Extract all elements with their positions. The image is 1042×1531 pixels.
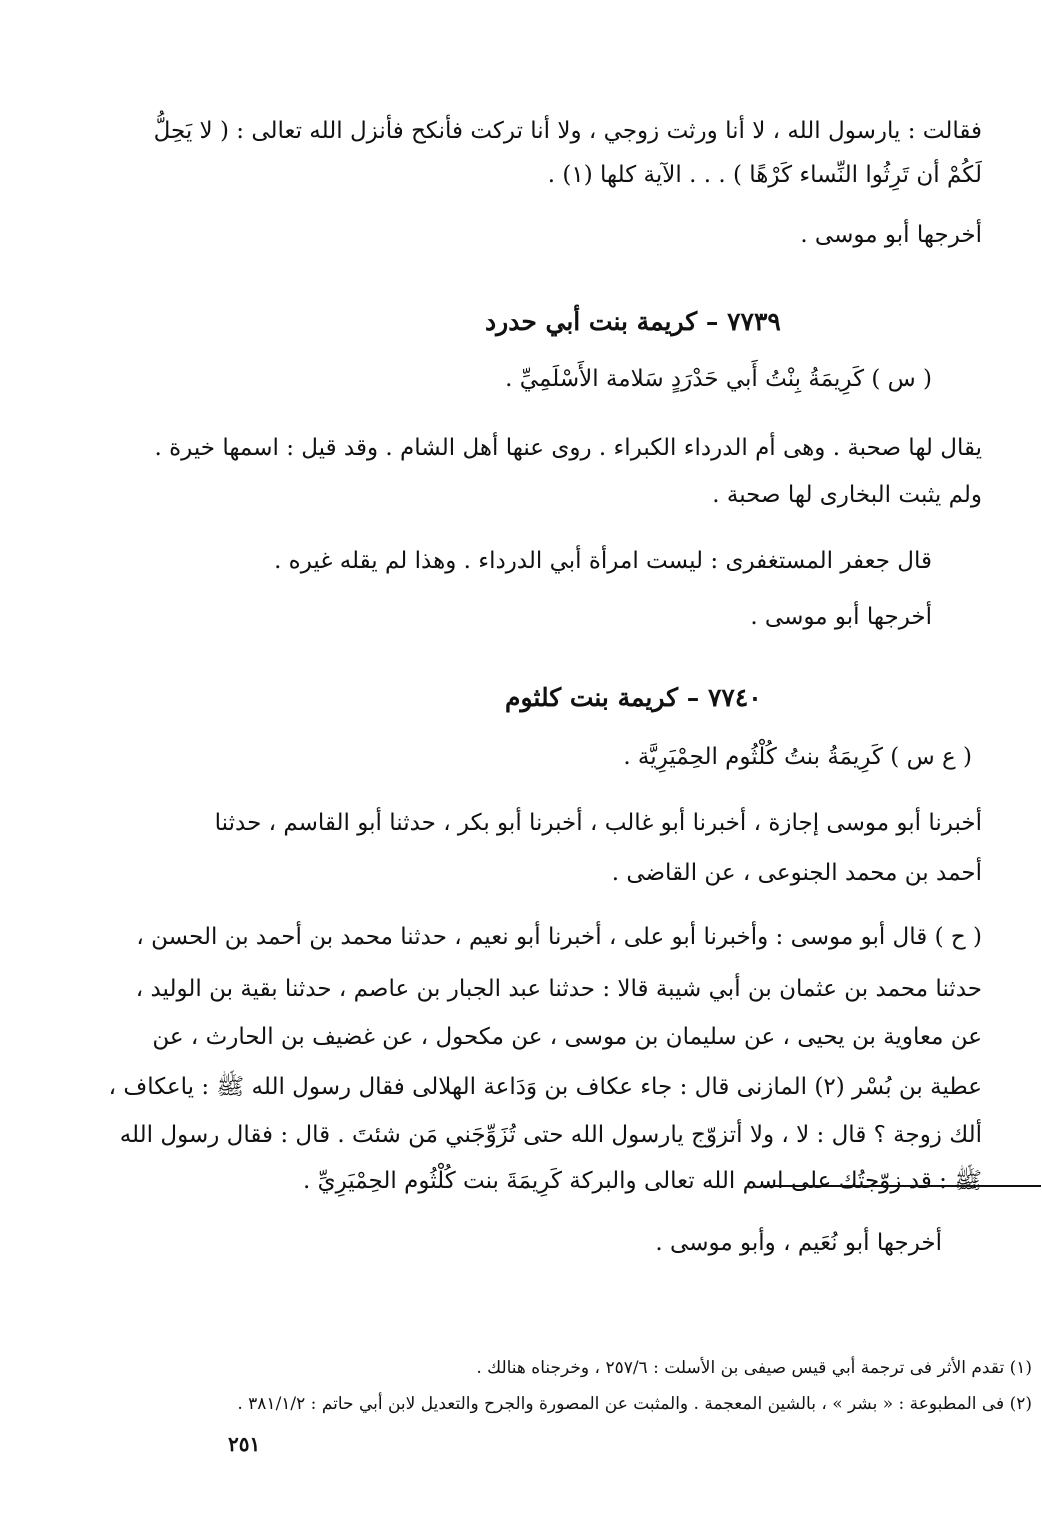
entry-7740-line-1: أخبرنا أبو موسى إجازة ، أخبرنا أبو غالب ، أخبرنا أبو بكر ، حدثنا أبو القاسم ، حدثنا [214, 810, 982, 836]
intro-line-2: لَكُمْ أن تَرِثُوا النِّساء كَرْهًا ) . . . الآية كلها (١) . [547, 162, 982, 188]
footnote-2: (٢) فى المطبوعة : « بشر » ، بالشين المعجمة . والمثبت عن المصورة والجرح والتعديل لابن أبي حاتم : ٣٨١/١/٢ . [237, 1394, 1032, 1414]
intro-line-3: أخرجها أبو موسى . [800, 222, 982, 248]
entry-7739-source-line: أخرجها أبو موسى . [750, 604, 932, 630]
entry-7739-paragraph-line-2: ولم يثبت البخارى لها صحبة . [712, 482, 982, 508]
footnote-1: (١) تقدم الأثر فى ترجمة أبي قيس صيفى بن الأسلت : ٢٥٧/٦ ، وخرجناه هنالك . [476, 1358, 1032, 1378]
entry-7740-line-4: حدثنا محمد بن عثمان بن أبي شيبة قالا : حدثنا عبد الجبار بن عاصم ، حدثنا بقية بن الوليد ، [135, 976, 982, 1002]
entry-7740-line-7: ألك زوجة ؟ قال : لا ، ولا أتزوّج يارسول الله حتى تُزَوِّجَني مَن شئتَ . قال : فقال رسول الله [119, 1122, 982, 1148]
footnote-divider [764, 1185, 1041, 1187]
entry-7739-paragraph-line-1: يقال لها صحبة . وهى أم الدرداء الكبراء . روى عنها أهل الشام . وقد قيل : اسمها خيرة . [154, 435, 982, 461]
entry-7740-line-8: ﷺ : قد زوّجتُك على اسم الله تعالى والبركة كَرِيمَةَ بنت كُلْثُوم الحِمْيَرِيِّ . [302, 1168, 982, 1194]
entry-7739-name-line: ( س ) كَرِيمَةُ بِنْتُ أَبي حَدْرَدٍ سَلامة الأَسْلَمِيِّ . [505, 366, 932, 392]
entry-7740-line-6: عطية بن بُسْر (٢) المازنى قال : جاء عكاف بن وَدَاعة الهلالى فقال رسول الله ﷺ : ياعكاف ، [108, 1074, 982, 1100]
entry-7739-quote-line: قال جعفر المستغفرى : ليست امرأة أبي الدرداء . وهذا لم يقله غيره . [274, 548, 932, 574]
entry-7740-line-3: ( ح ) قال أبو موسى : وأخبرنا أبو على ، أخبرنا أبو نعيم ، حدثنا محمد بن أحمد بن الحسن ، [136, 924, 982, 950]
entry-7740-closing: أخرجها أبو نُعَيم ، وأبو موسى . [655, 1230, 942, 1256]
entry-heading-7739: ٧٧٣٩ – كريمة بنت أبي حدرد [485, 307, 781, 336]
intro-line-1: فقالت : يارسول الله ، لا أنا ورثت زوجي ، ولا أنا تركت فأنكح فأنزل الله تعالى : ( لا يَحِلُّ [153, 118, 982, 144]
entry-heading-7740: ٧٧٤٠ – كريمة بنت كلثوم [505, 683, 762, 712]
entry-7740-line-2: أحمد بن محمد الجنوعى ، عن القاضى . [611, 860, 982, 886]
entry-7740-line-5: عن معاوية بن يحيى ، عن سليمان بن موسى ، عن مكحول ، عن غضيف بن الحارث ، عن [152, 1024, 982, 1050]
page-number: ٢٥١ [228, 1432, 261, 1456]
entry-7740-name-line: ( ع س ) كَرِيمَةُ بنتُ كُلْثُوم الحِمْيَرِيَّة . [623, 744, 972, 770]
